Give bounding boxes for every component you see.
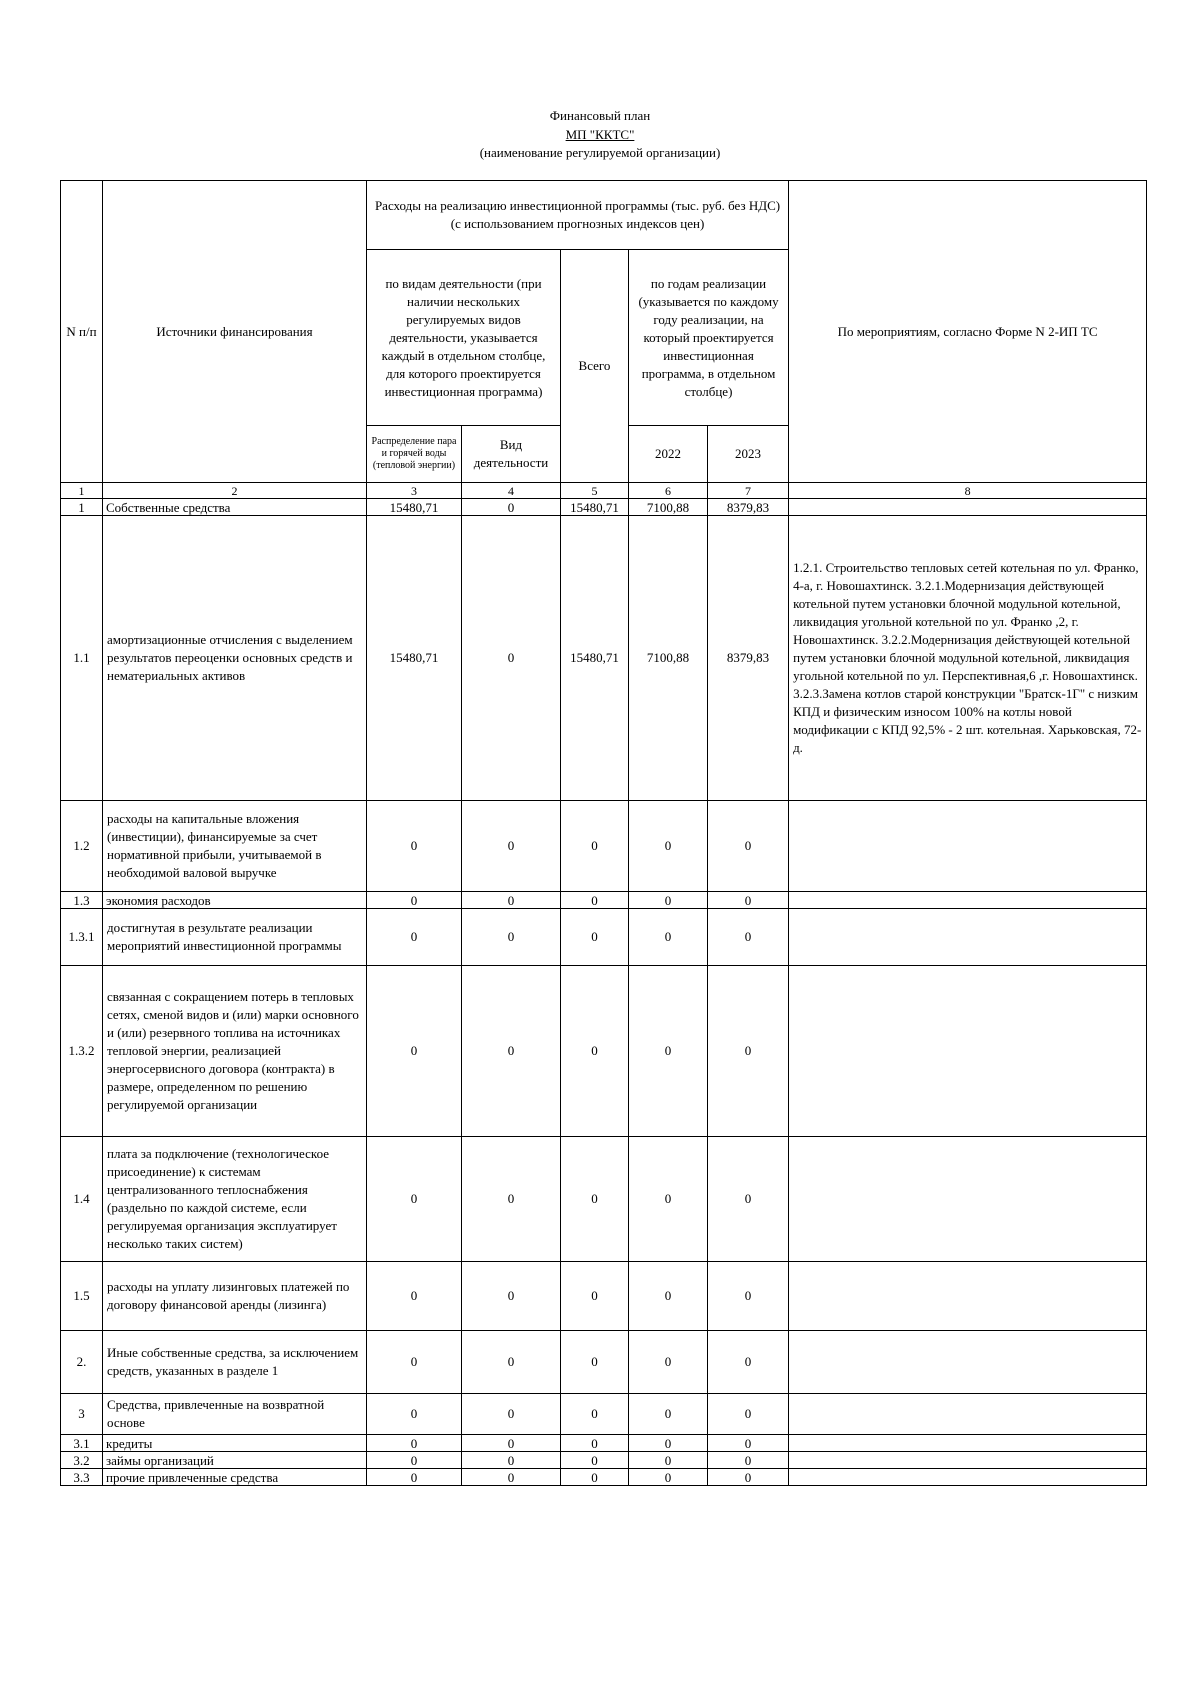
- row-year-2: 8379,83: [708, 499, 789, 516]
- header-activity-2: Вид деятельности: [462, 426, 561, 483]
- column-number: 5: [561, 483, 629, 499]
- table-row: [61, 499, 1147, 516]
- column-numbers-row: [61, 483, 1147, 499]
- row-year-2: 0: [708, 1262, 789, 1331]
- table-row: [61, 1137, 1147, 1262]
- row-measures: [789, 1137, 1147, 1262]
- row-source: прочие привлеченные средства: [103, 1469, 367, 1486]
- row-year-1: 0: [629, 1394, 708, 1435]
- row-year-1: 0: [629, 1452, 708, 1469]
- row-total: 0: [561, 1262, 629, 1331]
- header-expenses: Расходы на реализацию инвестиционной программы (тыс. руб. без НДС) (с использованием прогнозных индексов цен): [367, 181, 789, 250]
- row-activity-1: 0: [367, 966, 462, 1137]
- table-row: [61, 909, 1147, 966]
- row-year-2: 0: [708, 801, 789, 892]
- column-number: 6: [629, 483, 708, 499]
- row-measures: [789, 1469, 1147, 1486]
- row-total: 0: [561, 909, 629, 966]
- row-year-1: 7100,88: [629, 516, 708, 801]
- row-number: 1.2: [61, 801, 103, 892]
- row-number: 3.3: [61, 1469, 103, 1486]
- row-measures: 1.2.1. Строительство тепловых сетей котельная по ул. Франко, 4-а, г. Новошахтинск. 3.2.1.Модернизация действующей котельной путем установки блочной модульной котельной, ликвидация угольной котельной по ул. Франко ,2, г. Новошахтинск. 3.2.2.Модернизация действующей котельной путем установки блочной модульной котельной, ликвидация угольной котельной по ул. Перспективная,6 ,г. Новошахтинск. 3.2.3.Замена котлов старой конструкции "Братск-1Г" с низким КПД и физическим износом 100% на котлы новой модификации с КПД 92,5% - 2 шт. котельная. Харьковская, 72-д.: [789, 516, 1147, 801]
- table-row: [61, 1262, 1147, 1331]
- header-year-1: 2022: [629, 426, 708, 483]
- row-activity-1: 0: [367, 1262, 462, 1331]
- row-measures: [789, 499, 1147, 516]
- table-row: [61, 516, 1147, 801]
- row-activity-1: 0: [367, 1435, 462, 1452]
- column-number: 4: [462, 483, 561, 499]
- table-row: [61, 801, 1147, 892]
- column-number: 8: [789, 483, 1147, 499]
- column-number: 2: [103, 483, 367, 499]
- row-activity-2: 0: [462, 1435, 561, 1452]
- row-number: 1.5: [61, 1262, 103, 1331]
- row-year-1: 0: [629, 1331, 708, 1394]
- row-measures: [789, 966, 1147, 1137]
- row-activity-2: 0: [462, 1394, 561, 1435]
- row-year-2: 8379,83: [708, 516, 789, 801]
- header-by-year: по годам реализации (указывается по каждому году реализации, на который проектируется инвестиционная программа, в отдельном столбце): [629, 250, 789, 426]
- row-activity-1: 0: [367, 892, 462, 909]
- row-number: 3.2: [61, 1452, 103, 1469]
- row-total: 0: [561, 1394, 629, 1435]
- row-measures: [789, 1452, 1147, 1469]
- row-year-2: 0: [708, 1137, 789, 1262]
- header-measures: По мероприятиям, согласно Форме N 2-ИП ТС: [789, 181, 1147, 483]
- header-activity-1: Распределение пара и горячей воды (тепловой энергии): [367, 426, 462, 483]
- row-total: 0: [561, 1435, 629, 1452]
- row-year-2: 0: [708, 892, 789, 909]
- organization-name: [0, 125, 1200, 144]
- row-activity-1: 0: [367, 801, 462, 892]
- row-activity-2: 0: [462, 1469, 561, 1486]
- row-activity-2: 0: [462, 966, 561, 1137]
- row-activity-2: 0: [462, 909, 561, 966]
- row-year-2: 0: [708, 909, 789, 966]
- row-source: Собственные средства: [103, 499, 367, 516]
- header-year-2: 2023: [708, 426, 789, 483]
- row-number: 1.3: [61, 892, 103, 909]
- row-measures: [789, 909, 1147, 966]
- column-number: 7: [708, 483, 789, 499]
- row-source: займы организаций: [103, 1452, 367, 1469]
- row-year-1: 0: [629, 966, 708, 1137]
- row-total: 0: [561, 801, 629, 892]
- row-number: 1.1: [61, 516, 103, 801]
- row-total: 0: [561, 966, 629, 1137]
- row-activity-1: 0: [367, 1452, 462, 1469]
- row-activity-2: 0: [462, 1331, 561, 1394]
- row-year-2: 0: [708, 966, 789, 1137]
- row-total: 15480,71: [561, 499, 629, 516]
- table-row: [61, 1469, 1147, 1486]
- row-activity-2: 0: [462, 499, 561, 516]
- table-row: [61, 966, 1147, 1137]
- row-total: 0: [561, 1469, 629, 1486]
- row-measures: [789, 1394, 1147, 1435]
- table-row: [61, 1331, 1147, 1394]
- organization-name-text: МП "ККТС": [565, 127, 635, 142]
- row-source: Иные собственные средства, за исключением средств, указанных в разделе 1: [103, 1331, 367, 1394]
- row-source: экономия расходов: [103, 892, 367, 909]
- row-activity-1: 0: [367, 909, 462, 966]
- column-number: 3: [367, 483, 462, 499]
- row-source: достигнутая в результате реализации мероприятий инвестиционной программы: [103, 909, 367, 966]
- row-activity-1: 0: [367, 1469, 462, 1486]
- row-total: 15480,71: [561, 516, 629, 801]
- row-number: 3.1: [61, 1435, 103, 1452]
- row-activity-2: 0: [462, 516, 561, 801]
- table-row: [61, 1394, 1147, 1435]
- row-measures: [789, 892, 1147, 909]
- row-number: 1.4: [61, 1137, 103, 1262]
- row-source: Средства, привлеченные на возвратной основе: [103, 1394, 367, 1435]
- row-number: 1: [61, 499, 103, 516]
- row-source: расходы на капитальные вложения (инвестиции), финансируемые за счет нормативной прибыли, учитываемой в необходимой валовой выручке: [103, 801, 367, 892]
- row-year-1: 0: [629, 1435, 708, 1452]
- header-total: Всего: [561, 250, 629, 483]
- row-total: 0: [561, 1452, 629, 1469]
- row-total: 0: [561, 892, 629, 909]
- row-year-2: 0: [708, 1331, 789, 1394]
- row-year-1: 0: [629, 1262, 708, 1331]
- row-activity-2: 0: [462, 1137, 561, 1262]
- row-year-1: 0: [629, 909, 708, 966]
- row-activity-2: 0: [462, 892, 561, 909]
- row-measures: [789, 1435, 1147, 1452]
- row-source: плата за подключение (технологическое присоединение) к системам централизованного теплоснабжения (раздельно по каждой системе, если регулируемая организация эксплуатирует несколько таких систем): [103, 1137, 367, 1262]
- document-title: Финансовый план: [549, 108, 651, 123]
- row-measures: [789, 801, 1147, 892]
- row-year-2: 0: [708, 1435, 789, 1452]
- financial-plan-table: [60, 180, 1147, 1486]
- row-activity-1: 15480,71: [367, 499, 462, 516]
- row-number: 3: [61, 1394, 103, 1435]
- row-activity-1: 0: [367, 1331, 462, 1394]
- row-source: связанная с сокращением потерь в тепловых сетях, сменой видов и (или) марки основного и (или) резервного топлива на источниках тепловой энергии, реализацией энергосервисного договора (контракта) в размере, определенном по решению регулируемой организации: [103, 966, 367, 1137]
- row-year-1: 0: [629, 1469, 708, 1486]
- row-measures: [789, 1331, 1147, 1394]
- table-row: [61, 1435, 1147, 1452]
- table-row: [61, 892, 1147, 909]
- row-year-2: 0: [708, 1452, 789, 1469]
- header-row-1: [61, 181, 1147, 250]
- row-year-1: 7100,88: [629, 499, 708, 516]
- row-year-2: 0: [708, 1469, 789, 1486]
- row-source: амортизационные отчисления с выделением результатов переоценки основных средств и нематериальных активов: [103, 516, 367, 801]
- row-activity-1: 15480,71: [367, 516, 462, 801]
- row-total: 0: [561, 1137, 629, 1262]
- row-activity-1: 0: [367, 1394, 462, 1435]
- row-year-2: 0: [708, 1394, 789, 1435]
- table-row: [61, 1452, 1147, 1469]
- row-number: 2.: [61, 1331, 103, 1394]
- row-number: 1.3.1: [61, 909, 103, 966]
- header-by-activity: по видам деятельности (при наличии нескольких регулируемых видов деятельности, указывается каждый в отдельном столбце, для которого проектируется инвестиционная программа): [367, 250, 561, 426]
- row-measures: [789, 1262, 1147, 1331]
- column-number: 1: [61, 483, 103, 499]
- row-year-1: 0: [629, 892, 708, 909]
- row-number: 1.3.2: [61, 966, 103, 1137]
- row-year-1: 0: [629, 1137, 708, 1262]
- row-activity-1: 0: [367, 1137, 462, 1262]
- row-activity-2: 0: [462, 1452, 561, 1469]
- row-activity-2: 0: [462, 801, 561, 892]
- row-activity-2: 0: [462, 1262, 561, 1331]
- row-source: кредиты: [103, 1435, 367, 1452]
- organization-caption: (наименование регулируемой организации): [479, 145, 721, 160]
- header-source: Источники финансирования: [103, 181, 367, 483]
- row-total: 0: [561, 1331, 629, 1394]
- row-source: расходы на уплату лизинговых платежей по договору финансовой аренды (лизинга): [103, 1262, 367, 1331]
- row-year-1: 0: [629, 801, 708, 892]
- header-num: N п/п: [61, 181, 103, 483]
